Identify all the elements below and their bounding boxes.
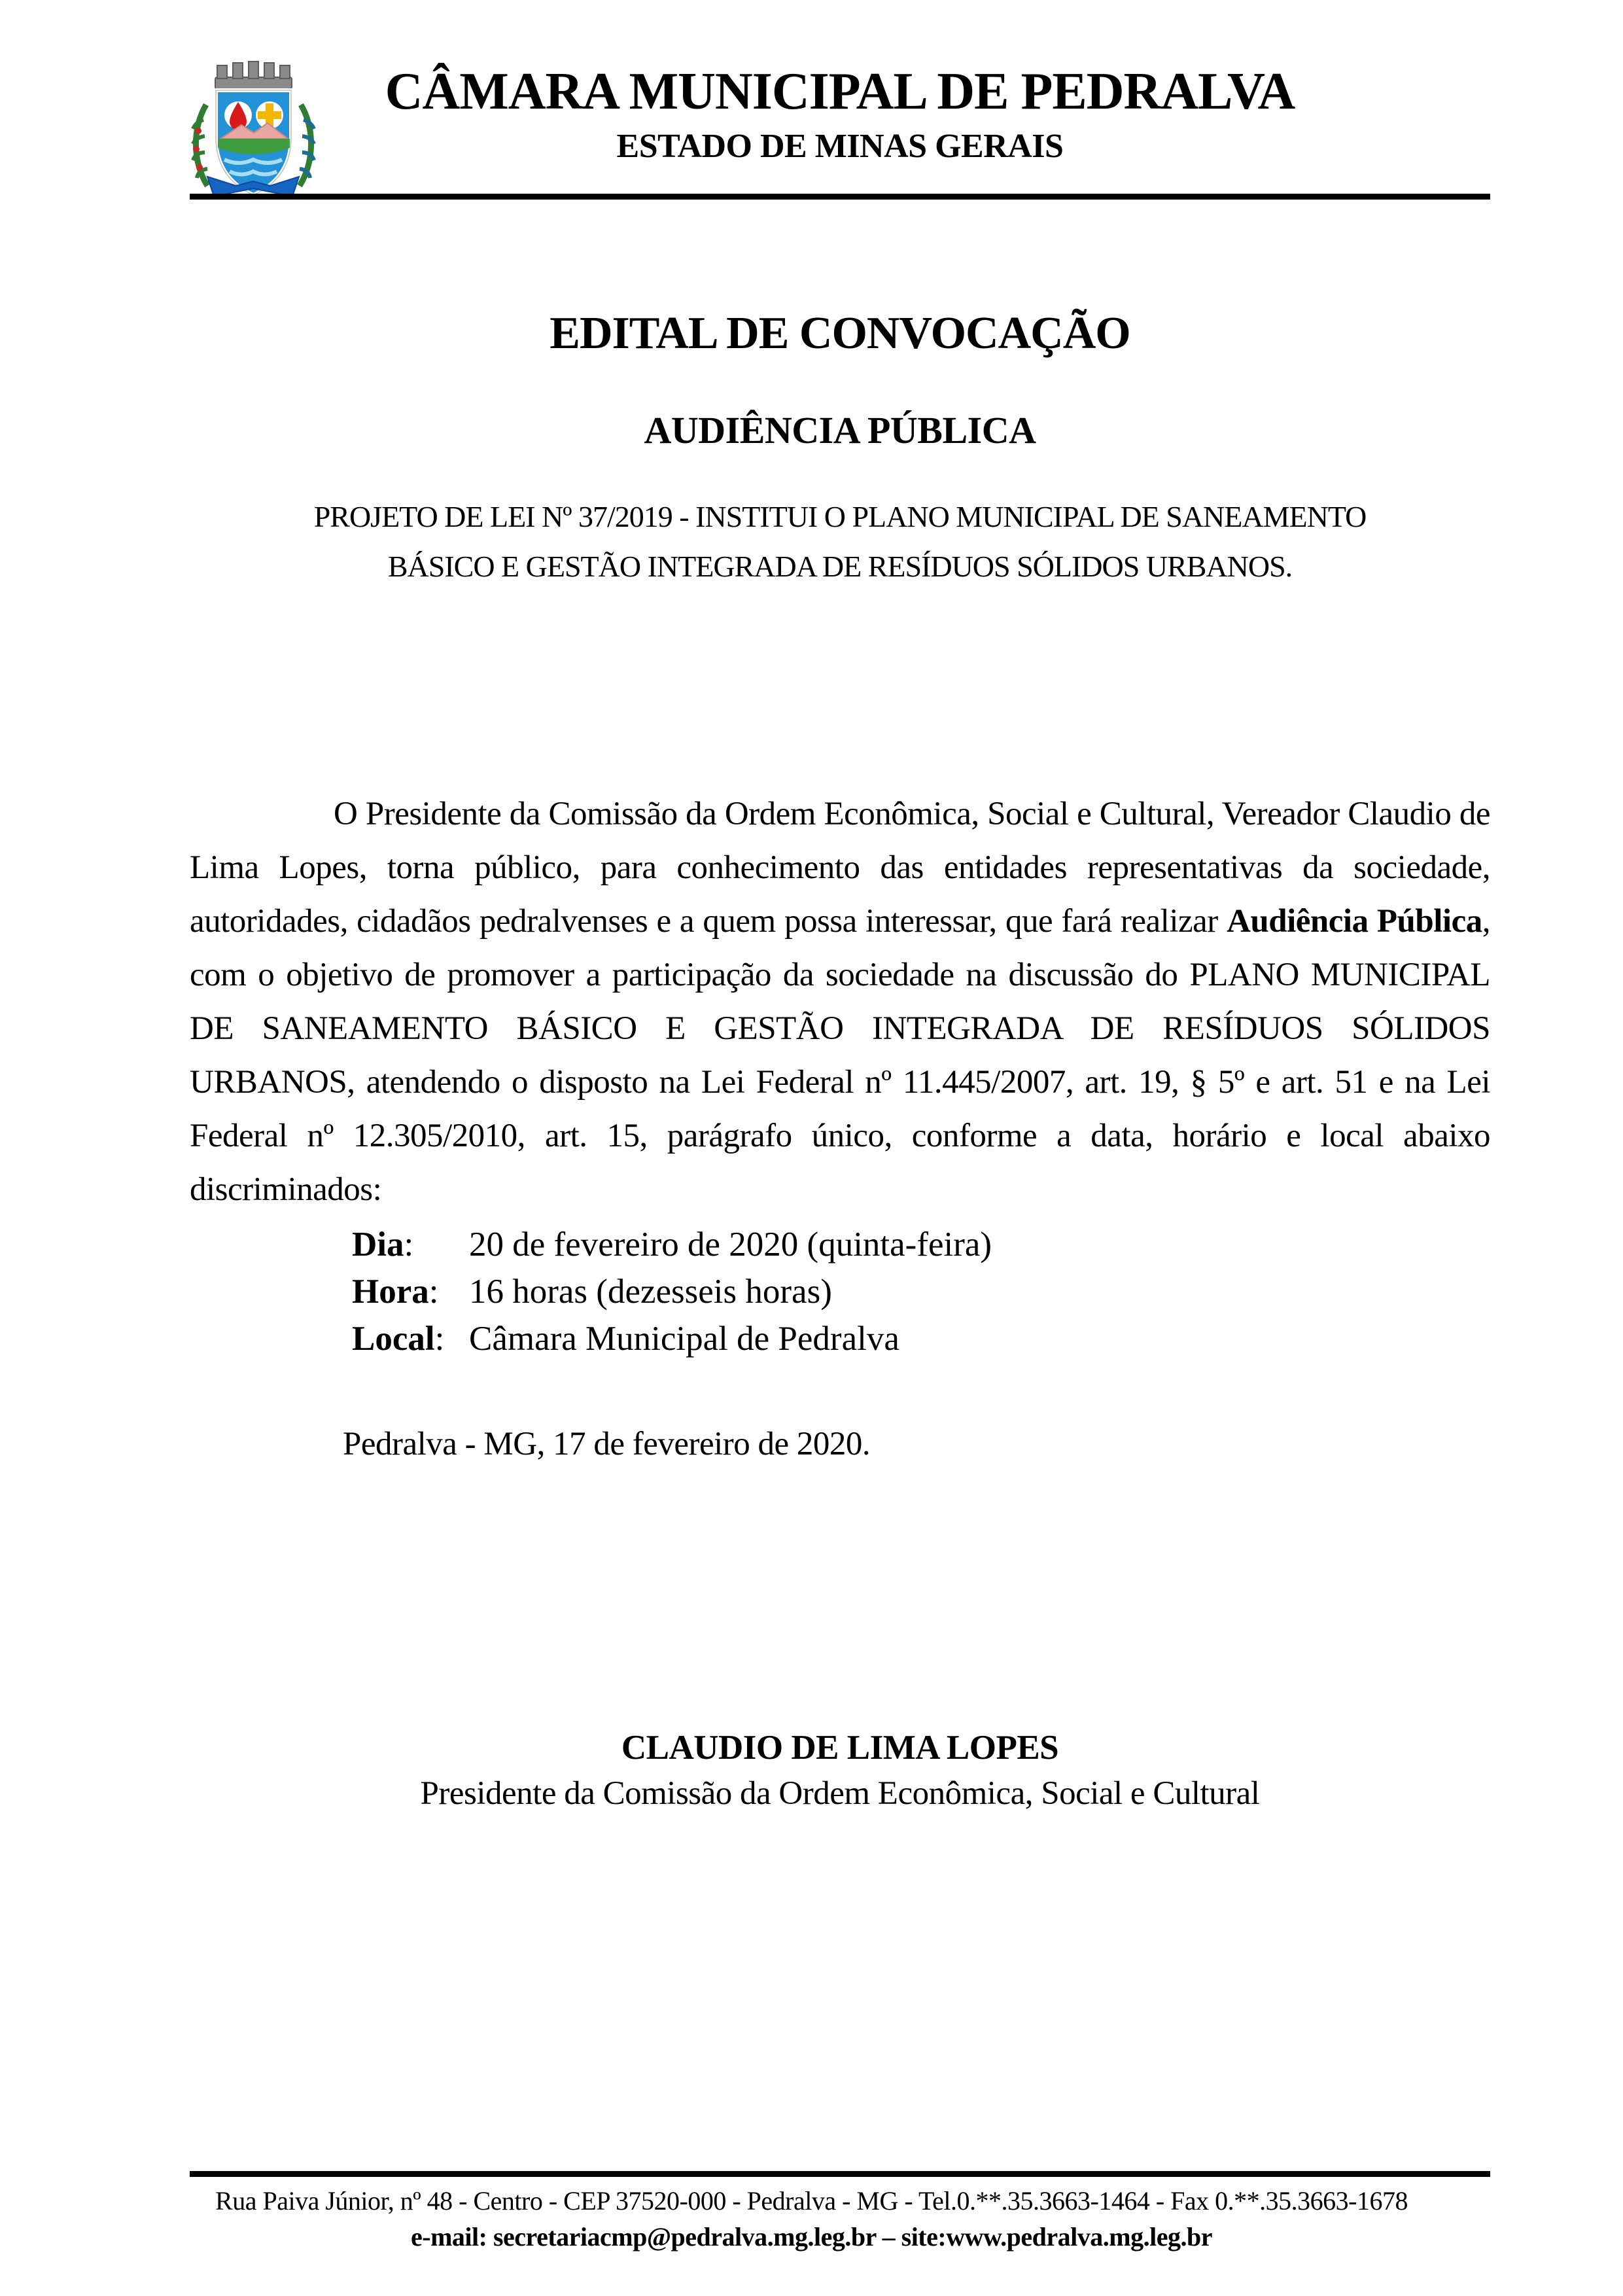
date-line: Pedralva - MG, 17 de fevereiro de 2020. [343, 1426, 871, 1462]
org-state: ESTADO DE MINAS GERAIS [616, 128, 1064, 165]
document-title: EDITAL DE CONVOCAÇÃO [550, 308, 1130, 359]
document-subject [198, 492, 1482, 592]
body-text-end: , com o objetivo de promover a participação da sociedade na discussão do PLANO MUNICIPAL DE SANEAMENTO BÁSICO E GESTÃO INTEGRADA DE RESÍDUOS SÓLIDOS URBANOS, atendendo o disposto na Lei Federal nº 11.445/2007, art. 19, § 5º e art. 51 e na Lei Federal nº 12.305/2010, art. 15, parágrafo único, conforme a data, horário e local abaixo discriminados: [190, 903, 1490, 1208]
signature-block [190, 1725, 1490, 1816]
detail-value-hour: 16 horas (dezesseis horas) [469, 1273, 832, 1311]
hearing-details [352, 1221, 992, 1362]
footer-divider [190, 2171, 1490, 2177]
letterhead [190, 63, 1490, 164]
detail-row-day [352, 1221, 992, 1268]
subject-line-1: PROJETO DE LEI Nº 37/2019 - INSTITUI O PLANO MUNICIPAL DE SANEAMENTO [313, 500, 1367, 533]
body-text-bold: Audiência Pública [1227, 903, 1482, 940]
body-paragraph [190, 787, 1490, 1216]
signer-name: CLAUDIO DE LIMA LOPES [621, 1729, 1059, 1767]
org-name: CÂMARA MUNICIPAL DE PEDRALVA [385, 63, 1295, 120]
detail-label-place: Local: [352, 1320, 445, 1358]
subject-line-2: BÁSICO E GESTÃO INTEGRADA DE RESÍDUOS SÓLIDOS URBANOS. [387, 550, 1293, 583]
body-text-start: O Presidente da Comissão da Ordem Econômica, Social e Cultural, Vereador Claudio de Lima Lopes, torna público, para conhecimento das entidades representativas da sociedade, autoridades, cidadãos pedralvenses e a quem possa interessar, que fará realizar [190, 796, 1490, 940]
footer-contact: e-mail: secretariacmp@pedralva.mg.leg.br – site:www.pedralva.mg.leg.br [411, 2222, 1212, 2252]
colon: : [434, 1320, 445, 1358]
header-divider [190, 194, 1490, 200]
detail-row-place [352, 1315, 992, 1362]
colon: : [404, 1226, 414, 1263]
signer-title: Presidente da Comissão da Ordem Econômica, Social e Cultural [420, 1775, 1260, 1812]
detail-value-place: Câmara Municipal de Pedralva [469, 1320, 899, 1358]
detail-value-day: 20 de fevereiro de 2020 (quinta-feira) [469, 1226, 992, 1263]
detail-row-hour [352, 1268, 992, 1315]
footer [0, 2185, 1623, 2252]
detail-label-day: Dia: [352, 1226, 414, 1263]
footer-address: Rua Paiva Júnior, nº 48 - Centro - CEP 37520-000 - Pedralva - MG - Tel.0.**.35.3663-1464 - Fax 0.**.35.3663-1678 [215, 2186, 1408, 2216]
colon: : [428, 1273, 439, 1311]
document-subtitle: AUDIÊNCIA PÚBLICA [644, 409, 1036, 451]
detail-label-hour: Hora: [352, 1273, 439, 1311]
